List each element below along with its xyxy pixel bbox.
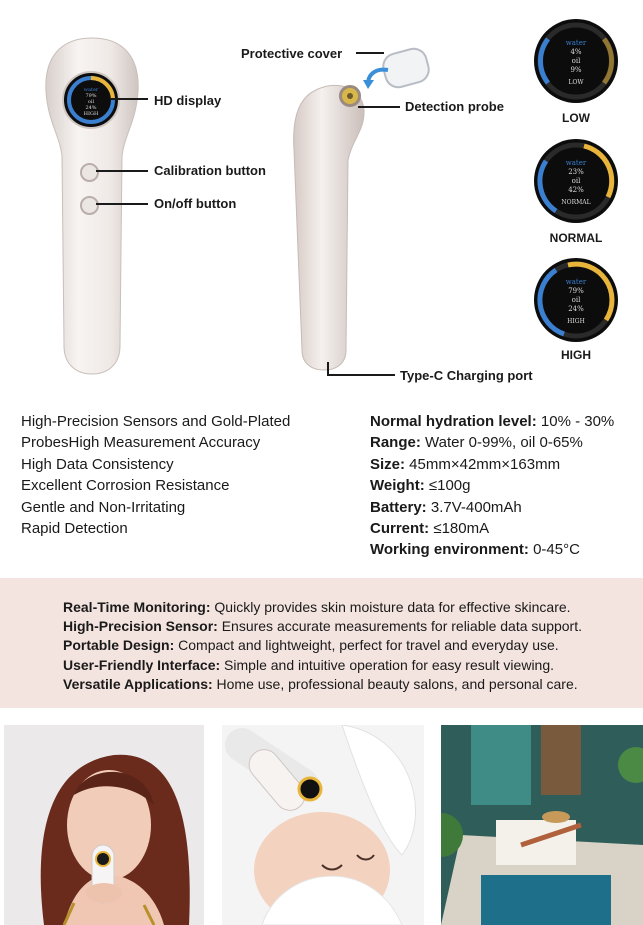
benefit-text: Quickly provides skin moisture data for effective skincare. <box>210 599 571 615</box>
level-caption: HIGH <box>561 348 591 362</box>
benefit-label: Real-Time Monitoring: <box>63 599 211 615</box>
benefit-item <box>63 636 582 655</box>
spec-row <box>370 411 614 432</box>
device-screen-water-label: water <box>83 87 99 93</box>
spec-row <box>370 432 614 453</box>
spec-value: 45mm×42mm×163mm <box>405 455 561 473</box>
device-side-illustration <box>286 80 366 372</box>
level-status: NORMAL <box>561 199 591 206</box>
spec-label: Current: <box>370 520 430 538</box>
level-status: LOW <box>568 79 584 86</box>
photo-face-illustration <box>222 725 424 925</box>
protective-cover-leader <box>356 52 384 54</box>
device-hd-display <box>62 71 120 129</box>
level-screen <box>534 19 618 103</box>
photo-spa-scene <box>441 725 643 925</box>
detection-probe-leader <box>358 106 400 108</box>
level-water-label: water <box>565 39 587 47</box>
spec-row <box>370 518 614 539</box>
spec-label: Range: <box>370 434 421 452</box>
level-oil-label: oil <box>571 177 581 185</box>
spec-label: Battery: <box>370 498 427 516</box>
calibration-button[interactable] <box>80 163 99 182</box>
onoff-button-label: On/off button <box>154 196 237 211</box>
spec-value: Water 0-99%, oil 0-65% <box>420 434 583 452</box>
spec-label: Weight: <box>370 477 425 495</box>
photo-woman-illustration <box>4 725 204 925</box>
spec-label: Size: <box>370 455 406 473</box>
level-water-value: 23% <box>568 168 584 176</box>
benefit-label: High-Precision Sensor: <box>63 618 218 635</box>
detection-probe <box>339 85 361 107</box>
level-screen <box>534 139 618 223</box>
spec-value: 0-45°C <box>528 541 580 559</box>
benefit-label: Portable Design: <box>63 637 175 654</box>
level-oil-value: 9% <box>570 66 582 74</box>
spec-value: ≤180mA <box>429 520 490 538</box>
onoff-button[interactable] <box>80 196 99 215</box>
benefit-label: User-Friendly Interface: <box>63 656 221 673</box>
spec-row <box>370 539 614 560</box>
spec-value: 3.7V-400mAh <box>426 498 522 516</box>
level-water-label: water <box>565 278 587 286</box>
feature-item: Excellent Corrosion Resistance <box>21 477 230 495</box>
hd-display-leader <box>110 98 148 100</box>
feature-list <box>21 411 290 539</box>
level-screen <box>534 258 618 342</box>
level-water-value: 4% <box>570 48 582 56</box>
benefit-label: Versatile Applications: <box>63 675 213 692</box>
feature-item: Gentle and Non-Irritating <box>21 498 186 516</box>
benefit-text: Compact and lightweight, perfect for travel and everyday use. <box>174 637 559 654</box>
level-oil-label: oil <box>571 296 581 304</box>
typec-port-label: Type-C Charging port <box>400 368 533 383</box>
spec-value: ≤100g <box>424 477 471 495</box>
level-oil-label: oil <box>571 57 581 65</box>
level-oil-value: 42% <box>568 186 584 194</box>
benefit-text: Ensures accurate measurements for reliable data support. <box>217 618 582 635</box>
device-screen-oil-label: oil <box>87 99 95 105</box>
protective-cover-label: Protective cover <box>241 46 343 61</box>
level-oil-value: 24% <box>568 305 584 313</box>
spec-row <box>370 454 614 475</box>
device-screen-oil-value: 24% <box>85 105 97 111</box>
benefit-text: Simple and intuitive operation for easy result viewing. <box>220 656 555 673</box>
spec-row <box>370 497 614 518</box>
benefit-item <box>63 675 582 694</box>
level-water-label: water <box>565 159 587 167</box>
calibration-leader <box>96 170 148 172</box>
spec-list <box>370 411 614 561</box>
photo-woman-using-device <box>4 725 204 925</box>
spec-label: Normal hydration level: <box>370 413 537 430</box>
device-screen-water-value: 79% <box>85 93 97 99</box>
spec-label: Working environment: <box>370 541 529 559</box>
level-status: HIGH <box>567 318 585 325</box>
calibration-button-label: Calibration button <box>154 163 266 178</box>
benefit-item <box>63 598 582 617</box>
device-screen-status: HIGH <box>83 111 99 117</box>
benefit-text: Home use, professional beauty salons, and personal care. <box>212 675 578 692</box>
spec-value: 10% - 30% <box>536 413 615 430</box>
detection-probe-label: Detection probe <box>405 99 504 114</box>
feature-item: Rapid Detection <box>21 520 128 538</box>
photo-device-on-face <box>222 725 424 925</box>
level-water-value: 79% <box>568 287 584 295</box>
onoff-leader <box>96 203 148 205</box>
hd-display-label: HD display <box>154 93 222 108</box>
benefits-list <box>63 598 582 694</box>
photo-spa-illustration <box>441 725 643 925</box>
feature-item: High Data Consistency <box>21 455 174 473</box>
feature-item: High-Precision Sensors and Gold-Plated <box>21 413 291 430</box>
level-caption: LOW <box>562 111 590 125</box>
level-caption: NORMAL <box>549 231 603 245</box>
typec-leader <box>327 374 395 376</box>
feature-item: ProbesHigh Measurement Accuracy <box>21 434 261 452</box>
benefit-item <box>63 656 582 675</box>
spec-row <box>370 475 614 496</box>
benefit-item <box>63 617 582 636</box>
attach-arrow-icon <box>362 66 392 92</box>
